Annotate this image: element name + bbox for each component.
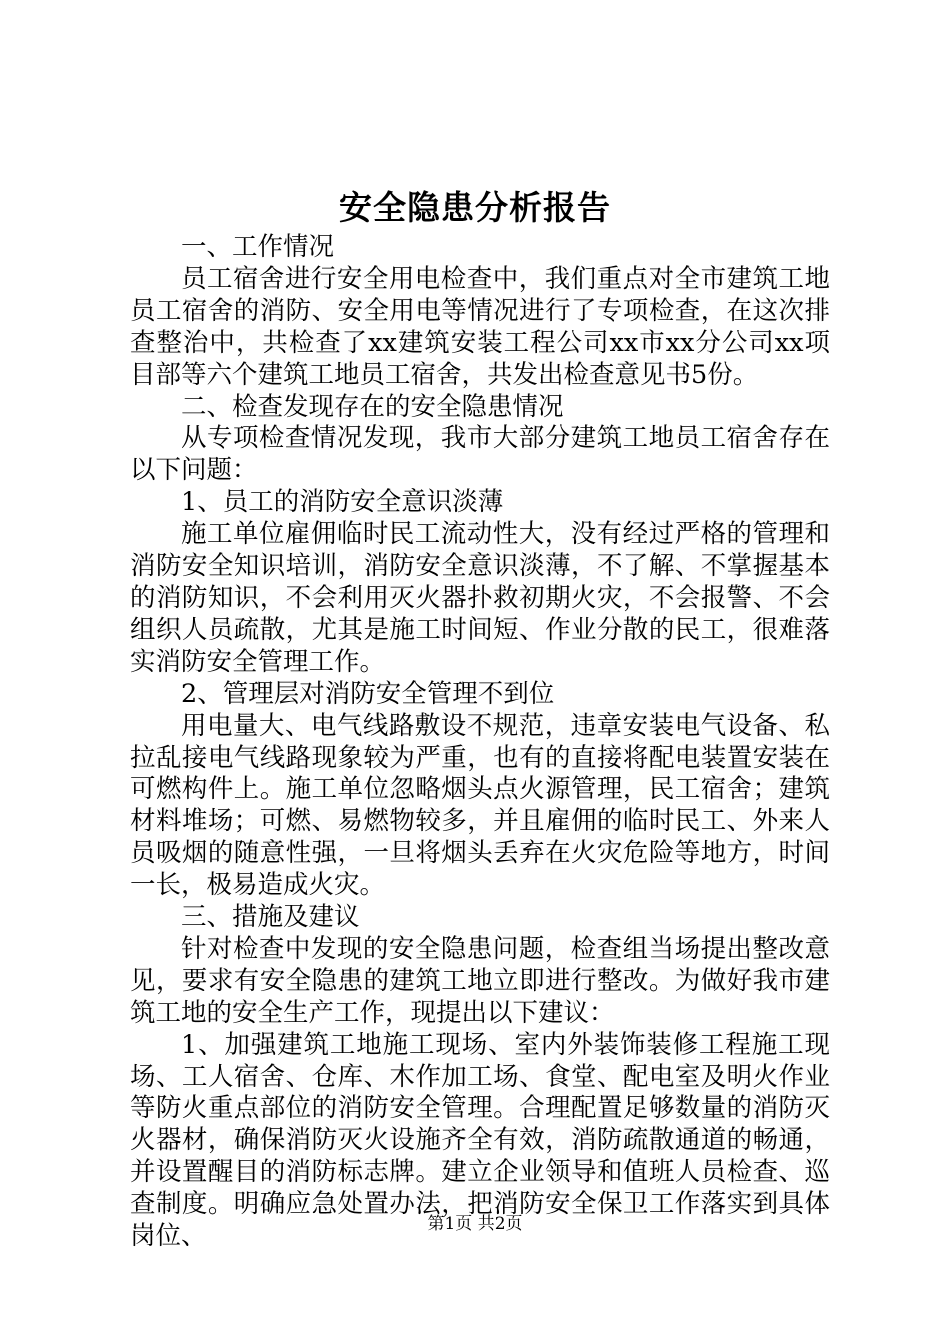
page-footer: 第1页 共2页 <box>427 1214 523 1234</box>
document-title: 安全隐患分析报告 <box>339 188 611 227</box>
section-heading-hazards-found: 二、检查发现存在的安全隐患情况 <box>181 391 564 422</box>
section-heading-measures: 三、措施及建议 <box>181 902 360 933</box>
section-heading-work-status: 一、工作情况 <box>181 232 335 262</box>
paragraph-inspection-summary: 员工宿舍进行安全用电检查中，我们重点对全市建筑工地员工宿舍的消防、安全用电等情况进行了专项检查，在这次排查整治中，共检查了xx建筑安装工程公司xx市xx分公司xx项目部等六个建筑工地员工宿舍，共发出检查意见书5份。 <box>130 263 830 390</box>
paragraph-management: 用电量大、电气线路敷设不规范，违章安装电气设备、私拉乱接电气线路现象较为严重，也有的直接将配电装置安装在可燃构件上。施工单位忽略烟头点火源管理，民工宿舍；建筑材料堆场；可燃、易燃物较多，并且雇佣的临时民工、外来人员吸烟的随意性强，一旦将烟头丢弃在火灾危险等地方，时间一长，极易造成火灾。 <box>130 710 830 901</box>
paragraph-recommendation-1: 1、加强建筑工地施工现场、室内外装饰装修工程施工现场、工人宿舍、仓库、木作加工场、食堂、配电室及明火作业等防火重点部位的消防安全管理。合理配置足够数量的消防灭火器材，确保消防灭火设施齐全有效，消防疏散通道的畅通，并设置醒目的消防标志牌。建立企业领导和值班人员检查、巡查制度。明确应急处置办法，把消防安全保卫工作落实到具体岗位、 <box>130 1029 830 1252</box>
paragraph-hazards-intro: 从专项检查情况发现，我市大部分建筑工地员工宿舍存在以下问题： <box>130 423 830 486</box>
subheading-management: 2、管理层对消防安全管理不到位 <box>181 678 555 709</box>
paragraph-fire-awareness: 施工单位雇佣临时民工流动性大，没有经过严格的管理和消防安全知识培训，消防安全意识淡薄，不了解、不掌握基本的消防知识，不会利用灭火器扑救初期火灾，不会报警、不会组织人员疏散，尤其是施工时间短、作业分散的民工，很难落实消防安全管理工作。 <box>130 519 830 677</box>
paragraph-measures-intro: 针对检查中发现的安全隐患问题，检查组当场提出整改意见，要求有安全隐患的建筑工地立即进行整改。为做好我市建筑工地的安全生产工作，现提出以下建议： <box>130 933 830 1028</box>
document-body <box>130 232 830 1253</box>
subheading-fire-awareness: 1、员工的消防安全意识淡薄 <box>181 487 504 518</box>
